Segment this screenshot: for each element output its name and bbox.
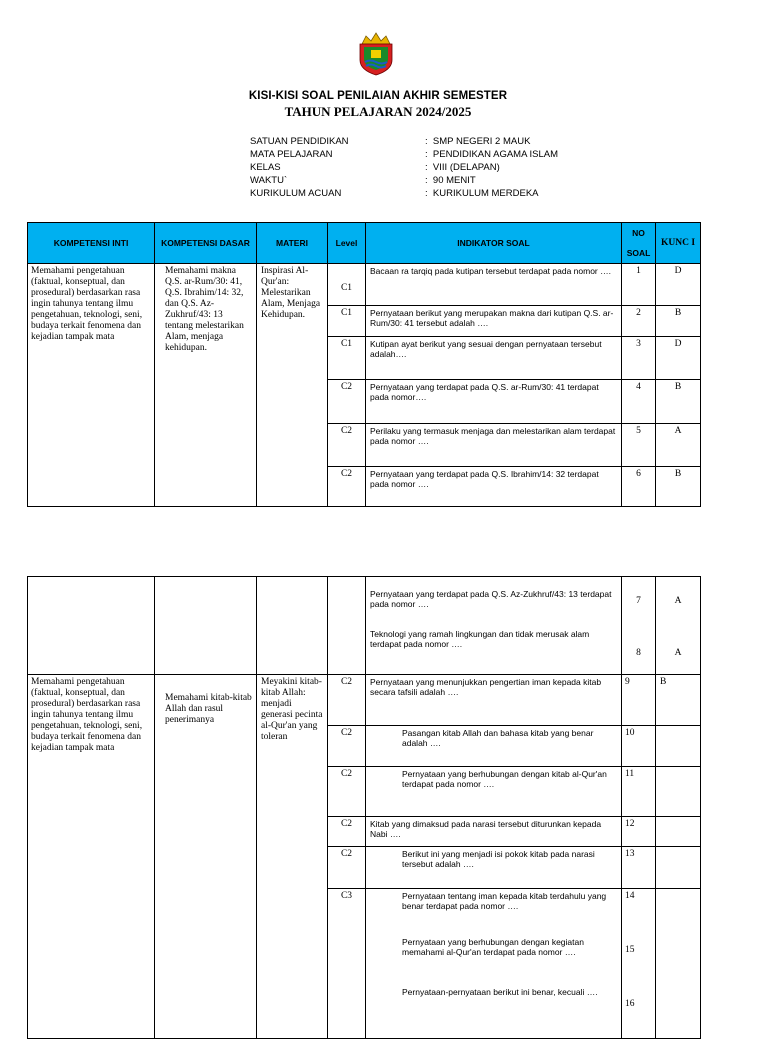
indikator-text: Pernyataan yang berhubungan dengan kegiatan memahami al-Qur'an terdapat pada nomor …. (402, 937, 584, 957)
indikator-cell (366, 577, 622, 675)
table-header-row (28, 223, 701, 264)
header-kunci: KUNC I (656, 223, 701, 264)
indikator-cell: Pasangan kitab Allah dan bahasa kitab yang benar adalah …. (366, 726, 622, 767)
indikator-cell: Berikut ini yang menjadi isi pokok kitab pada narasi tersebut adalah …. (366, 847, 622, 889)
indikator-cell: Kutipan ayat berikut yang sesuai dengan pernyataan tersebut adalah…. (366, 337, 622, 380)
kunci-cell: A (656, 424, 701, 467)
document-title: KISI-KISI SOAL PENILAIAN AKHIR SEMESTER (248, 90, 508, 102)
no-soal-cell: 3 (622, 337, 656, 380)
level-cell: C1 (328, 264, 366, 306)
level-cell: C2 (328, 380, 366, 424)
level-cell: C2 (328, 467, 366, 507)
kisi-kisi-table-2 (27, 576, 701, 1039)
level-cell: C1 (328, 337, 366, 380)
indikator-cell: Pernyataan yang berhubungan dengan kitab al-Qur'an terdapat pada nomor …. (366, 767, 622, 817)
kunci-cell: A A (656, 577, 701, 675)
indikator-text: Teknologi yang ramah lingkungan dan tidak merusak alam terdapat pada nomor …. (370, 629, 590, 649)
info-value: : 90 MENIT (425, 175, 476, 186)
document-subtitle: TAHUN PELAJARAN 2024/2025 (284, 104, 472, 119)
indikator-text: Pernyataan-pernyataan berikut ini benar, kecuali …. (402, 987, 598, 997)
table-row-continued (28, 577, 701, 675)
header-kompetensi-inti: KOMPETENSI INTI (28, 223, 155, 264)
no-soal-cell: 1 (622, 264, 656, 306)
indikator-text: Pernyataan tentang iman kepada kitab terdahulu yang benar terdapat pada nomor …. (402, 891, 607, 911)
empty-cell (328, 577, 366, 675)
info-value: : KURIKULUM MERDEKA (425, 188, 539, 199)
no-soal-cell: 2 (622, 306, 656, 337)
kunci-cell: D (656, 337, 701, 380)
header-materi: MATERI (257, 223, 328, 264)
indikator-cell: Pernyataan yang menunjukkan pengertian iman kepada kitab secara tafsili adalah …. (366, 675, 622, 726)
kunci-cell: B (656, 380, 701, 424)
indikator-cell (366, 889, 622, 1039)
kunci-cell: B (656, 675, 701, 726)
header-indikator-soal: INDIKATOR SOAL (366, 223, 622, 264)
header-no-soal: NO SOAL (622, 223, 656, 264)
info-label: KURIKULUM ACUAN (250, 188, 342, 199)
kunci-cell (656, 889, 701, 1039)
no-soal-cell: 6 (622, 467, 656, 507)
kunci-cell (656, 767, 701, 817)
indikator-cell: Pernyataan berikut yang merupakan makna dari kutipan Q.S. ar-Rum/30: 41 tersebut adalah …. (366, 306, 622, 337)
level-cell: C2 (328, 817, 366, 847)
kompetensi-inti-cell: Memahami pengetahuan (faktual, konseptual, dan prosedural) berdasarkan rasa ingin tahunya tentang ilmu pengetahuan, teknologi, seni, budaya terkait fenomena dan kejadian tampak mata (28, 264, 155, 507)
level-cell: C2 (328, 726, 366, 767)
kisi-kisi-table-1 (27, 222, 701, 507)
info-value: : SMP NEGERI 2 MAUK (425, 136, 531, 147)
indikator-cell: Pernyataan yang terdapat pada Q.S. ar-Rum/30: 41 terdapat pada nomor…. (366, 380, 622, 424)
kunci-cell (656, 817, 701, 847)
info-value: : VIII (DELAPAN) (425, 162, 500, 173)
indikator-cell: Bacaan ra tarqiq pada kutipan tersebut terdapat pada nomor …. (366, 264, 622, 306)
kunci-cell (656, 847, 701, 889)
no-soal-cell: 9 (622, 675, 656, 726)
kompetensi-dasar-cell: Memahami makna Q.S. ar-Rum/30: 41, Q.S. Ibrahim/14: 32, dan Q.S. Az-Zukhruf/43: 13 tentang melestarikan Alam, menjaga kehidupan. (155, 264, 257, 507)
level-cell: C2 (328, 847, 366, 889)
indikator-cell: Kitab yang dimaksud pada narasi tersebut diturunkan kepada Nabi …. (366, 817, 622, 847)
no-soal-cell: 7 8 (622, 577, 656, 675)
table-row (28, 264, 701, 306)
level-cell: C1 (328, 306, 366, 337)
table-row (28, 675, 701, 726)
empty-cell (257, 577, 328, 675)
level-cell: C2 (328, 424, 366, 467)
level-cell: C3 (328, 889, 366, 1039)
no-soal-cell: 12 (622, 817, 656, 847)
regency-crest-icon (356, 30, 396, 76)
no-soal-cell: 10 (622, 726, 656, 767)
info-label: SATUAN PENDIDIKAN (250, 136, 349, 147)
header-kompetensi-dasar: KOMPETENSI DASAR (155, 223, 257, 264)
info-label: WAKTU` (250, 175, 288, 186)
indikator-cell: Pernyataan yang terdapat pada Q.S. Ibrahim/14: 32 terdapat pada nomor …. (366, 467, 622, 507)
level-cell: C2 (328, 675, 366, 726)
kunci-cell: B (656, 467, 701, 507)
kunci-cell: B (656, 306, 701, 337)
no-soal-cell: 11 (622, 767, 656, 817)
materi-cell: Inspirasi Al-Qur'an: Melestarikan Alam, Menjaga Kehidupan. (257, 264, 328, 507)
materi-cell: Meyakini kitab-kitab Allah: menjadi generasi pecinta al-Qur'an yang toleran (257, 675, 328, 1039)
level-cell: C2 (328, 767, 366, 817)
info-value: : PENDIDIKAN AGAMA ISLAM (425, 149, 559, 160)
kunci-cell (656, 726, 701, 767)
header-level: Level (328, 223, 366, 264)
no-soal-cell: 13 (622, 847, 656, 889)
kompetensi-inti-cell: Memahami pengetahuan (faktual, konseptual, dan prosedural) berdasarkan rasa ingin tahunya tentang ilmu pengetahuan, teknologi, seni, budaya terkait fenomena dan kejadian tampak mata (28, 675, 155, 1039)
info-label: MATA PELAJARAN (250, 149, 333, 160)
indikator-text: Pernyataan yang terdapat pada Q.S. Az-Zukhruf/43: 13 terdapat pada nomor …. (370, 589, 612, 609)
indikator-cell: Perilaku yang termasuk menjaga dan melestarikan alam terdapat pada nomor …. (366, 424, 622, 467)
no-soal-cell: 14 15 16 (622, 889, 656, 1039)
empty-cell (28, 577, 155, 675)
empty-cell (155, 577, 257, 675)
kompetensi-dasar-cell: Memahami kitab-kitab Allah dan rasul penerimanya (155, 675, 257, 1039)
no-soal-cell: 4 (622, 380, 656, 424)
info-label: KELAS (250, 162, 281, 173)
kunci-cell: D (656, 264, 701, 306)
no-soal-cell: 5 (622, 424, 656, 467)
